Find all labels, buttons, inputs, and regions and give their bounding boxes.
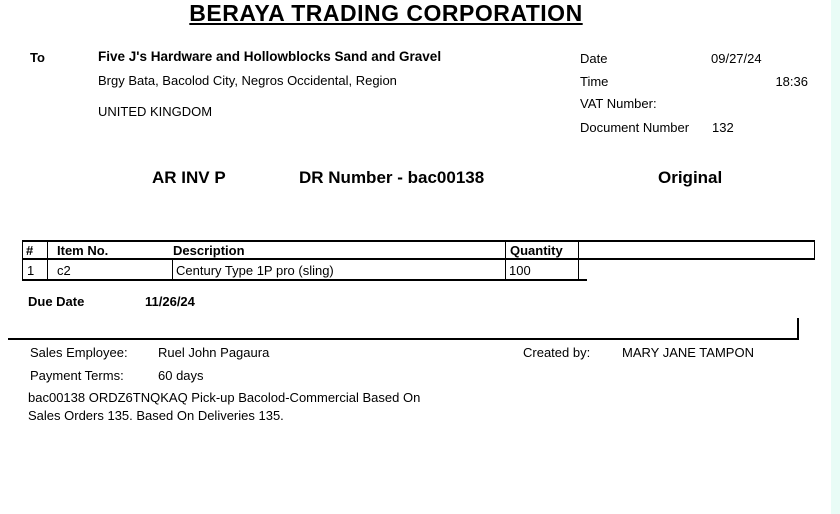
header-separator (47, 242, 48, 258)
company-title: BERAYA TRADING CORPORATION (189, 0, 583, 26)
separator-end-tick (797, 318, 799, 339)
due-date-value: 11/26/24 (145, 294, 195, 309)
sales-employee-value: Ruel John Pagaura (158, 345, 270, 360)
created-by-value: MARY JANE TAMPON (622, 345, 754, 360)
col-header-description: Description (173, 243, 245, 258)
window-edge-strip (831, 0, 840, 514)
cell-separator (505, 260, 506, 279)
col-header-item-no: Item No. (57, 243, 109, 258)
cell-separator (578, 260, 579, 279)
table-row (22, 260, 587, 281)
cell-quantity: 100 (509, 263, 531, 278)
header-separator (505, 242, 506, 258)
col-header-quantity: Quantity (510, 243, 563, 258)
to-label: To (30, 50, 45, 65)
time-value: 18:36 (775, 74, 808, 89)
footer-separator-line (8, 338, 799, 340)
sales-employee-label: Sales Employee: (30, 345, 128, 360)
time-label: Time (580, 74, 609, 89)
col-header-index: # (26, 243, 34, 258)
doc-type-code: AR INV P (152, 168, 226, 187)
order-note-line-1: bac00138 ORDZ6TNQKAQ Pick-up Bacolod-Commercial Based On (28, 390, 421, 405)
created-by-label: Created by: (523, 345, 591, 360)
document-number-label: Document Number (580, 120, 690, 135)
dr-number: DR Number - bac00138 (299, 168, 485, 187)
vat-number-label: VAT Number: (580, 96, 657, 111)
cell-description: Century Type 1P pro (sling) (176, 263, 334, 278)
date-value: 09/27/24 (711, 51, 762, 66)
due-date-label: Due Date (28, 294, 85, 309)
cell-index: 1 (27, 263, 35, 278)
header-separator (578, 242, 579, 258)
cell-separator (172, 260, 173, 279)
copy-label: Original (658, 168, 723, 187)
recipient-country: UNITED KINGDOM (98, 104, 213, 119)
document-number-value: 132 (712, 120, 734, 135)
recipient-name: Five J's Hardware and Hollowblocks Sand and Gravel (98, 49, 442, 64)
payment-terms-label: Payment Terms: (30, 368, 124, 383)
date-label: Date (580, 51, 608, 66)
recipient-address: Brgy Bata, Bacolod City, Negros Occidental, Region (98, 73, 397, 88)
cell-separator (47, 260, 48, 279)
cell-item-no: c2 (57, 263, 71, 278)
order-note-line-2: Sales Orders 135. Based On Deliveries 135. (28, 408, 284, 423)
items-table-header (22, 240, 815, 260)
payment-terms-value: 60 days (158, 368, 204, 383)
